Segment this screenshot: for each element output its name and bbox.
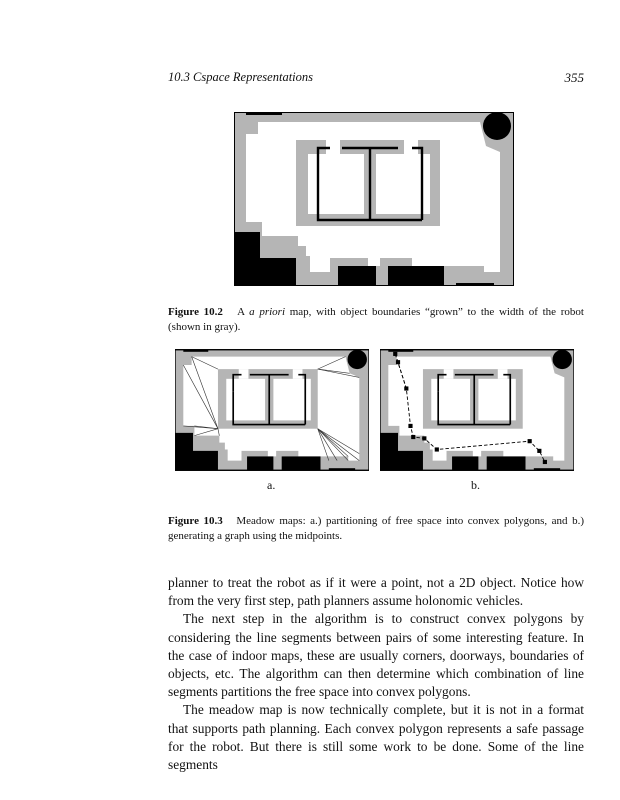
caption-emphasis: a priori	[249, 306, 286, 318]
figure-10-3-label: Figure 10.3	[168, 515, 223, 527]
figure-10-3-caption	[168, 514, 584, 544]
page-number: 355	[564, 70, 584, 85]
figure-10-2-label: Figure 10.2	[168, 306, 223, 318]
paragraph-2: The next step in the algorithm is to construct convex polygons by considering the line segments between pairs of some interesting feature. In the case of indoor maps, these are usually corners, doorways, boundaries of objects, etc. The algorithm can then determine which combination of line segments partitions the free space into convex polygons.	[168, 611, 584, 700]
map-base	[234, 112, 514, 286]
caption-prefix: A	[237, 306, 250, 318]
paragraph-1: planner to treat the robot as if it were a point, not a 2D object. Notice how from the very first step, path planners assume holonomic vehicles.	[168, 575, 584, 609]
sublabel-a: a.	[267, 478, 276, 492]
figure-10-2-caption	[168, 305, 584, 335]
section-title: 10.3 Cspace Representations	[168, 70, 314, 84]
running-header	[168, 70, 584, 88]
figure-10-2-map	[234, 112, 514, 286]
caption-rest: map, with object boundaries “grown” to the width of the robot (shown in gray).	[168, 306, 584, 333]
sublabel-b: b.	[471, 478, 480, 492]
figure-10-3b-map	[380, 349, 574, 471]
figure-10-3-caption-text: Meadow maps: a.) partitioning of free space into convex polygons, and b.) generating a graph using the midpoints.	[168, 515, 585, 542]
figure-10-3a-map	[175, 349, 369, 471]
body-text	[168, 574, 584, 774]
paragraph-3: The meadow map is now technically complete, but it is not in a format that supports path planning. Each convex polygon represents a safe passage for the robot. But there is still some work to be done. Some of the line segments	[168, 702, 584, 773]
